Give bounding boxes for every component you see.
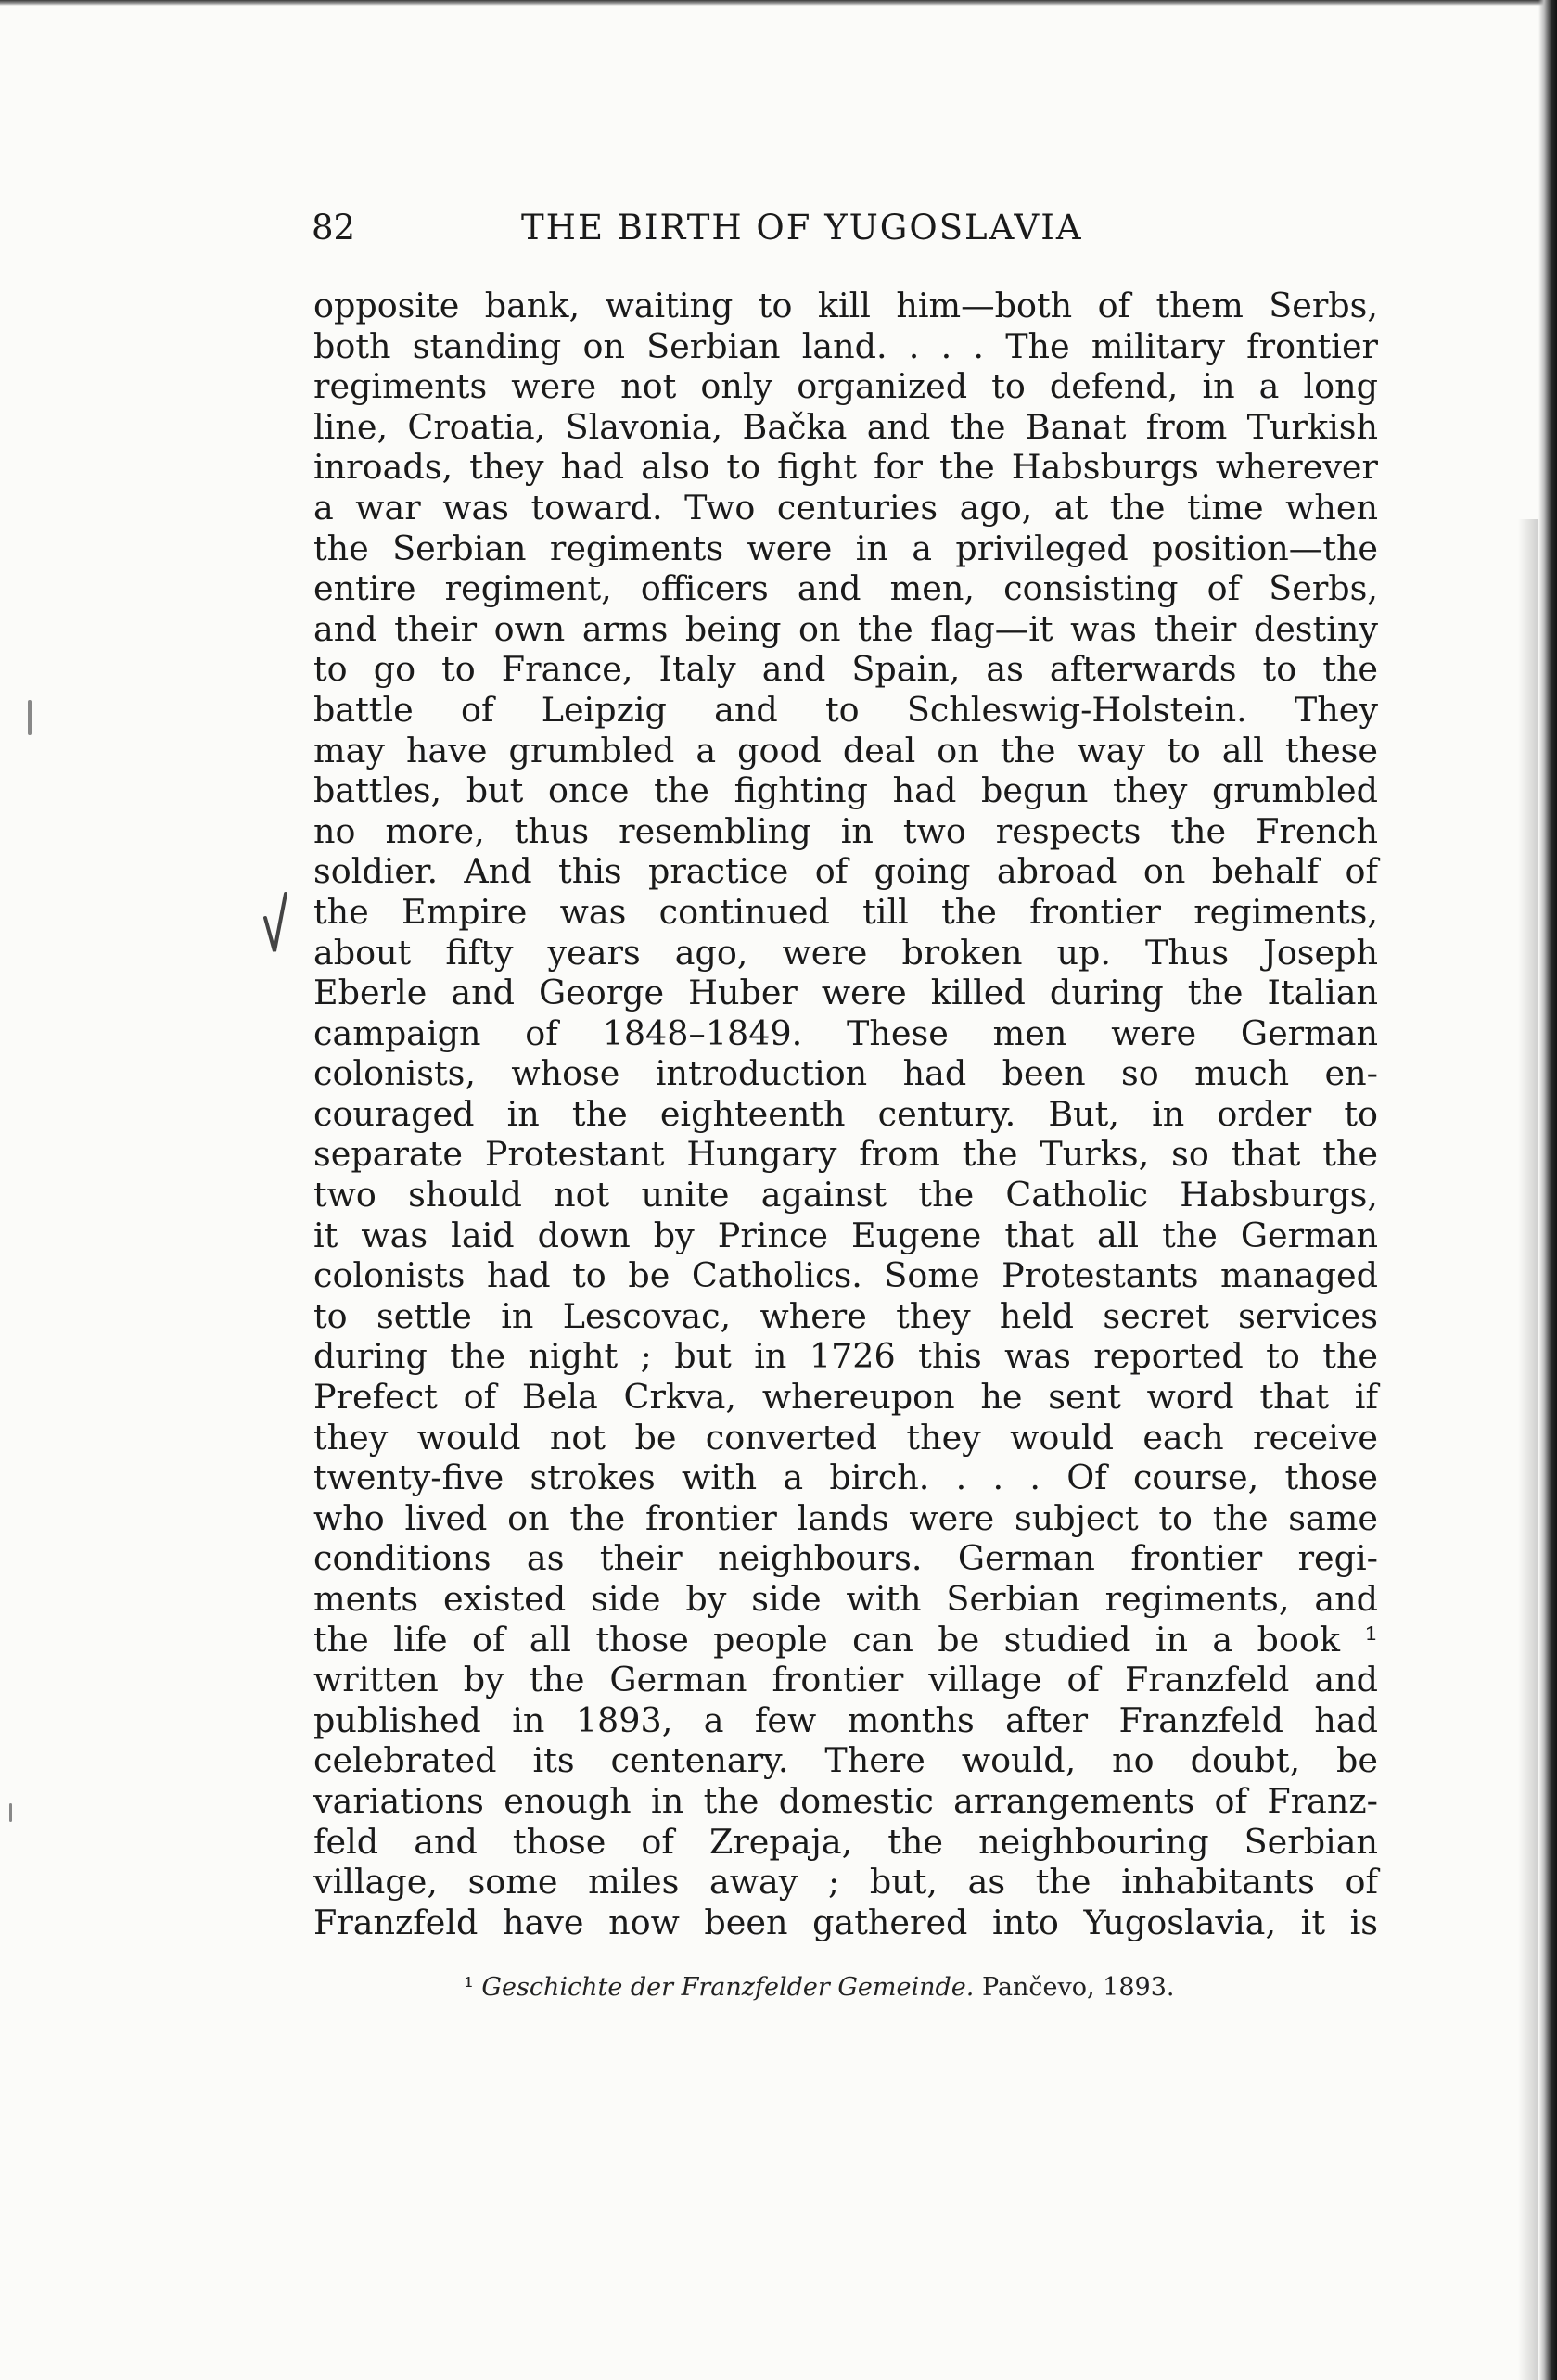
text-line: Prefect of Bela Crkva, whereupon he sent word that if (313, 1377, 1378, 1418)
binding-shadow (1518, 519, 1538, 2380)
text-line: to settle in Lescovac, where they held secret services (313, 1295, 1378, 1336)
scan-right-edge (1538, 0, 1557, 2380)
text-line: during the night ; but in 1726 this was reported to the (313, 1336, 1378, 1377)
text-line: variations enough in the domestic arrangements of Franz- (313, 1780, 1378, 1821)
text-line: entire regiment, officers and men, consisting of Serbs, (313, 568, 1378, 609)
text-line: may have grumbled a good deal on the way to all these (313, 730, 1378, 770)
text-line: the Serbian regiments were in a privileged position—the (313, 528, 1378, 568)
text-line: and their own arms being on the flag—it was their destiny (313, 608, 1378, 649)
text-line: ments existed side by side with Serbian regiments, and (313, 1579, 1378, 1619)
text-line: line, Croatia, Slavonia, Bačka and the Banat from Turkish (313, 406, 1378, 447)
text-line: it was laid down by Prince Eugene that all the German (313, 1215, 1378, 1255)
text-line: opposite bank, waiting to kill him—both of them Serbs, (313, 286, 1378, 325)
text-line: the life of all those people can be studied in a book ¹ (313, 1619, 1378, 1660)
text-line: both standing on Serbian land. . . . The military frontier (313, 325, 1378, 366)
text-line: celebrated its centenary. There would, no doubt, be (313, 1740, 1378, 1781)
footnote-title: Geschichte der Franzfelder Gemeinde. (481, 1973, 975, 2002)
text-line: twenty-five strokes with a birch. . . . Of course, those (313, 1457, 1378, 1498)
running-title: THE BIRTH OF YUGOSLAVIA (521, 208, 1083, 248)
scan-top-edge (0, 0, 1557, 6)
text-line: inroads, they had also to fight for the Habsburgs wherever (313, 447, 1378, 488)
stray-margin-mark (28, 700, 32, 735)
text-line: soldier. And this practice of going abroad on behalf of (313, 851, 1378, 892)
text-line: colonists had to be Catholics. Some Protestants managed (313, 1255, 1378, 1296)
text-line: battles, but once the fighting had begun they grumbled (313, 770, 1378, 811)
text-line: the Empire was continued till the frontier regiments, (313, 891, 1378, 932)
text-line: two should not unite against the Catholic Habsburgs, (313, 1175, 1378, 1215)
text-line: battle of Leipzig and to Schleswig-Holstein. They (313, 689, 1378, 730)
text-line: village, some miles away ; but, as the inhabitants of (313, 1862, 1378, 1903)
page-header (312, 204, 1378, 252)
text-line: feld and those of Zrepaja, the neighbouring Serbian (313, 1821, 1378, 1862)
text-line: conditions as their neighbours. German frontier regi- (313, 1538, 1378, 1579)
text-line: couraged in the eighteenth century. But, in order to (313, 1093, 1378, 1134)
body-text (313, 286, 1378, 1942)
text-line: written by the German frontier village of Franzfeld and (313, 1660, 1378, 1700)
text-line: who lived on the frontier lands were subject to the same (313, 1497, 1378, 1538)
text-line: published in 1893, a few months after Franzfeld had (313, 1699, 1378, 1740)
text-line: they would not be converted they would each receive (313, 1417, 1378, 1457)
text-line: to go to France, Italy and Spain, as afterwards to the (313, 649, 1378, 690)
text-line: a war was toward. Two centuries ago, at the time when (313, 487, 1378, 528)
footnote-place-year: Pančevo, 1893. (981, 1973, 1175, 2002)
page-number: 82 (312, 208, 356, 248)
margin-check-mark (262, 890, 289, 955)
text-line: campaign of 1848–1849. These men were German (313, 1012, 1378, 1053)
text-line: Franzfeld have now been gathered into Yugoslavia, it is (313, 1902, 1378, 1942)
footnote-marker: ¹ (464, 1973, 474, 2002)
stray-margin-mark (9, 1803, 12, 1822)
text-line: regiments were not only organized to defend, in a long (313, 366, 1378, 407)
text-line: about fifty years ago, were broken up. Thus Joseph (313, 932, 1378, 973)
text-line: Eberle and George Huber were killed during the Italian (313, 973, 1378, 1013)
footnote (464, 1971, 1391, 2005)
text-line: no more, thus resembling in two respects the French (313, 810, 1378, 851)
text-line: colonists, whose introduction had been so much en- (313, 1053, 1378, 1094)
text-line: separate Protestant Hungary from the Turks, so that the (313, 1134, 1378, 1175)
